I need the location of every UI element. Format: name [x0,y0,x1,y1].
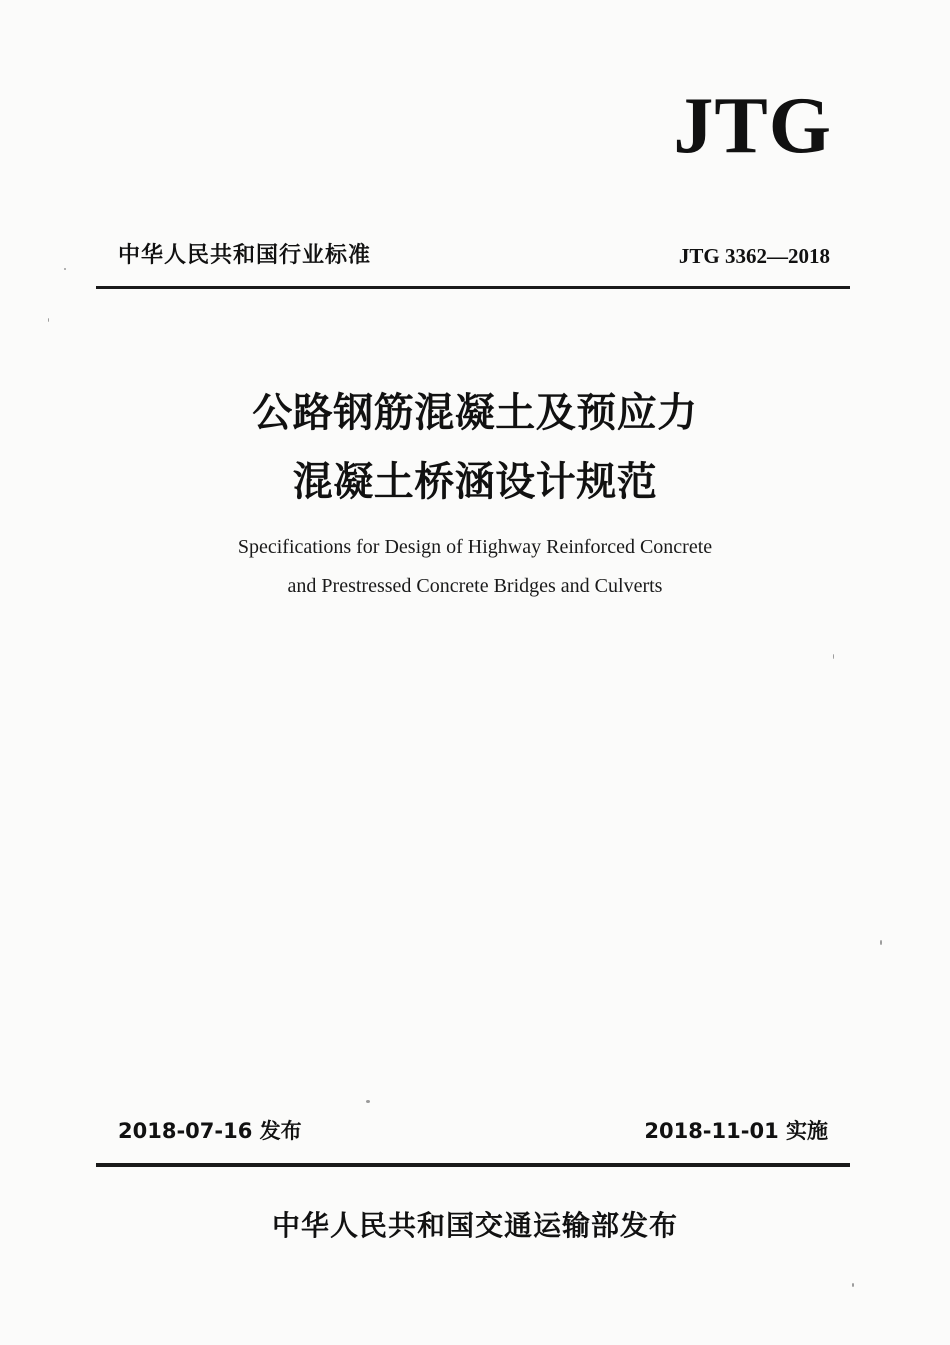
chinese-title-line-2: 混凝土桥涵设计规范 [292,459,658,505]
scan-speck [64,268,66,270]
scan-speck [852,1283,854,1287]
publisher: 中华人民共和国交通运输部发布 [271,1209,678,1242]
effective-date: 2018-11-01 实施 [644,1119,828,1143]
english-title-line-2: and Prestressed Concrete Bridges and Culverts [287,575,663,597]
jtg-logo: JTG [673,82,832,170]
chinese-title-line-1: 公路钢筋混凝土及预应力 [252,390,698,436]
standard-category: 中华人民共和国行业标准 [118,243,372,268]
english-title-line-1: Specifications for Design of Highway Reinforced Concrete [237,536,713,558]
scan-speck [48,318,49,322]
scan-speck [366,1100,370,1103]
standard-number: JTG 3362—2018 [678,244,830,268]
scan-speck [880,940,882,945]
scan-speck [833,654,834,659]
bottom-divider [96,1163,850,1167]
top-divider [96,286,850,289]
issue-date: 2018-07-16 发布 [118,1119,302,1143]
